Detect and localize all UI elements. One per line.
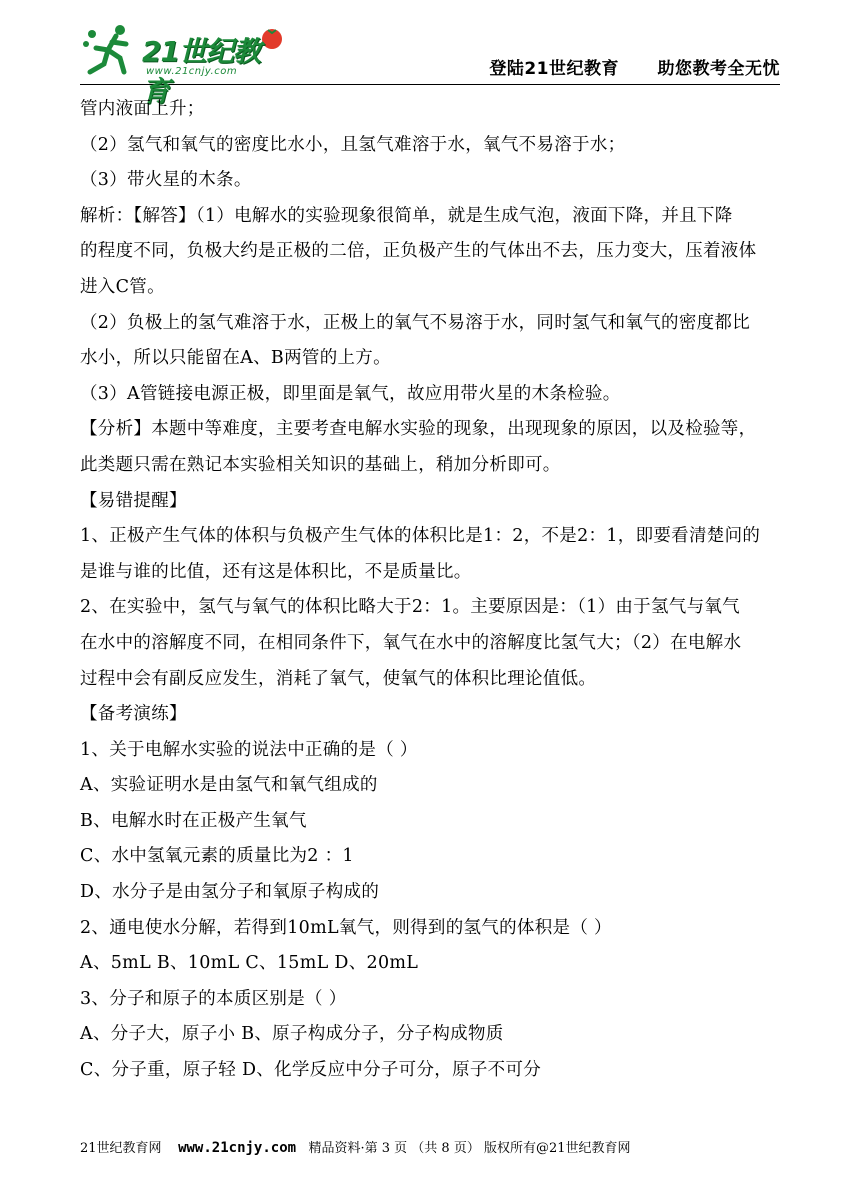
text-line: 是谁与谁的比值，还有这是体积比，不是质量比。 — [80, 561, 472, 582]
document-body — [80, 92, 800, 1089]
section-heading: 【易错提醒】 — [80, 490, 187, 511]
text-line: 管内液面上升； — [80, 99, 205, 119]
text-line: 解析：【解答】（1）电解水的实验现象很简单，就是生成气泡，液面下降，并且下降 — [80, 205, 733, 226]
footer-left: 21世纪教育网 — [80, 1141, 179, 1156]
option: A、5mL B、10mL C、15mL D、20mL — [80, 953, 419, 974]
text-line: 此类题只需在熟记本实验相关知识的基础上，稍加分析即可。 — [80, 454, 561, 475]
logo — [80, 20, 280, 108]
footer-right: 精品资料·第 3 页 （共 8 页） 版权所有@21世纪教育网 — [296, 1141, 631, 1156]
option: C、水中氢氧元素的质量比为2 ：1 — [80, 846, 354, 867]
page-footer — [80, 1137, 631, 1156]
question: 3、分子和原子的本质区别是（ ） — [80, 988, 347, 1009]
text-line: 1、正极产生气体的体积与负极产生气体的体积比是1：2，不是2：1，即要看清楚问的 — [80, 526, 761, 547]
question: 2、通电使水分解，若得到10mL氧气，则得到的氢气的体积是（ ） — [80, 917, 612, 938]
option: A、分子大，原子小 B、原子构成分子，分子构成物质 — [80, 1024, 504, 1045]
option: A、实验证明水是由氢气和氧气组成的 — [80, 775, 378, 796]
text-line: 水小，所以只能留在A、B两管的上方。 — [80, 348, 391, 369]
text-line: 【分析】本题中等难度，主要考查电解水实验的现象，出现现象的原因，以及检验等， — [80, 419, 757, 440]
page-header — [80, 20, 780, 108]
option: D、水分子是由氢分子和氧原子构成的 — [80, 882, 380, 903]
logo-url: www.21cnjy.com — [146, 66, 238, 77]
section-heading: 【备考演练】 — [80, 704, 187, 725]
text-line: （3）带火星的木条。 — [80, 170, 252, 191]
option: C、分子重，原子轻 D、化学反应中分子可分，原子不可分 — [80, 1060, 542, 1081]
text-line: （2）氢气和氧气的密度比水小，且氢气难溶于水，氧气不易溶于水； — [80, 134, 626, 155]
footer-url: www.21cnjy.com — [178, 1140, 297, 1156]
text-line: 过程中会有副反应发生，消耗了氧气，使氧气的体积比理论值低。 — [80, 668, 597, 689]
runner-icon — [80, 20, 150, 82]
text-line: 2、在实验中，氢气与氧气的体积比略大于2：1。主要原因是：（1）由于氢气与氧气 — [80, 597, 740, 618]
text-line: 的程度不同，负极大约是正极的二倍，正负极产生的气体出不去，压力变大，压着液体 — [80, 241, 757, 262]
logo-text: 21世纪教育 — [142, 35, 260, 108]
text-line: （3）A管链接电源正极，即里面是氧气，故应用带火星的木条检验。 — [80, 383, 621, 404]
text-line: 进入C管。 — [80, 276, 165, 297]
question: 1、关于电解水实验的说法中正确的是（ ） — [80, 739, 418, 760]
header-slogan: 登陆21世纪教育 助您教考全无忧 — [489, 59, 780, 79]
text-line: 在水中的溶解度不同，在相同条件下，氧气在水中的溶解度比氢气大；（2）在电解水 — [80, 632, 742, 653]
text-line: （2）负极上的氢气难溶于水，正极上的氧气不易溶于水，同时氢气和氧气的密度都比 — [80, 312, 751, 333]
option: B、电解水时在正极产生氧气 — [80, 810, 307, 831]
